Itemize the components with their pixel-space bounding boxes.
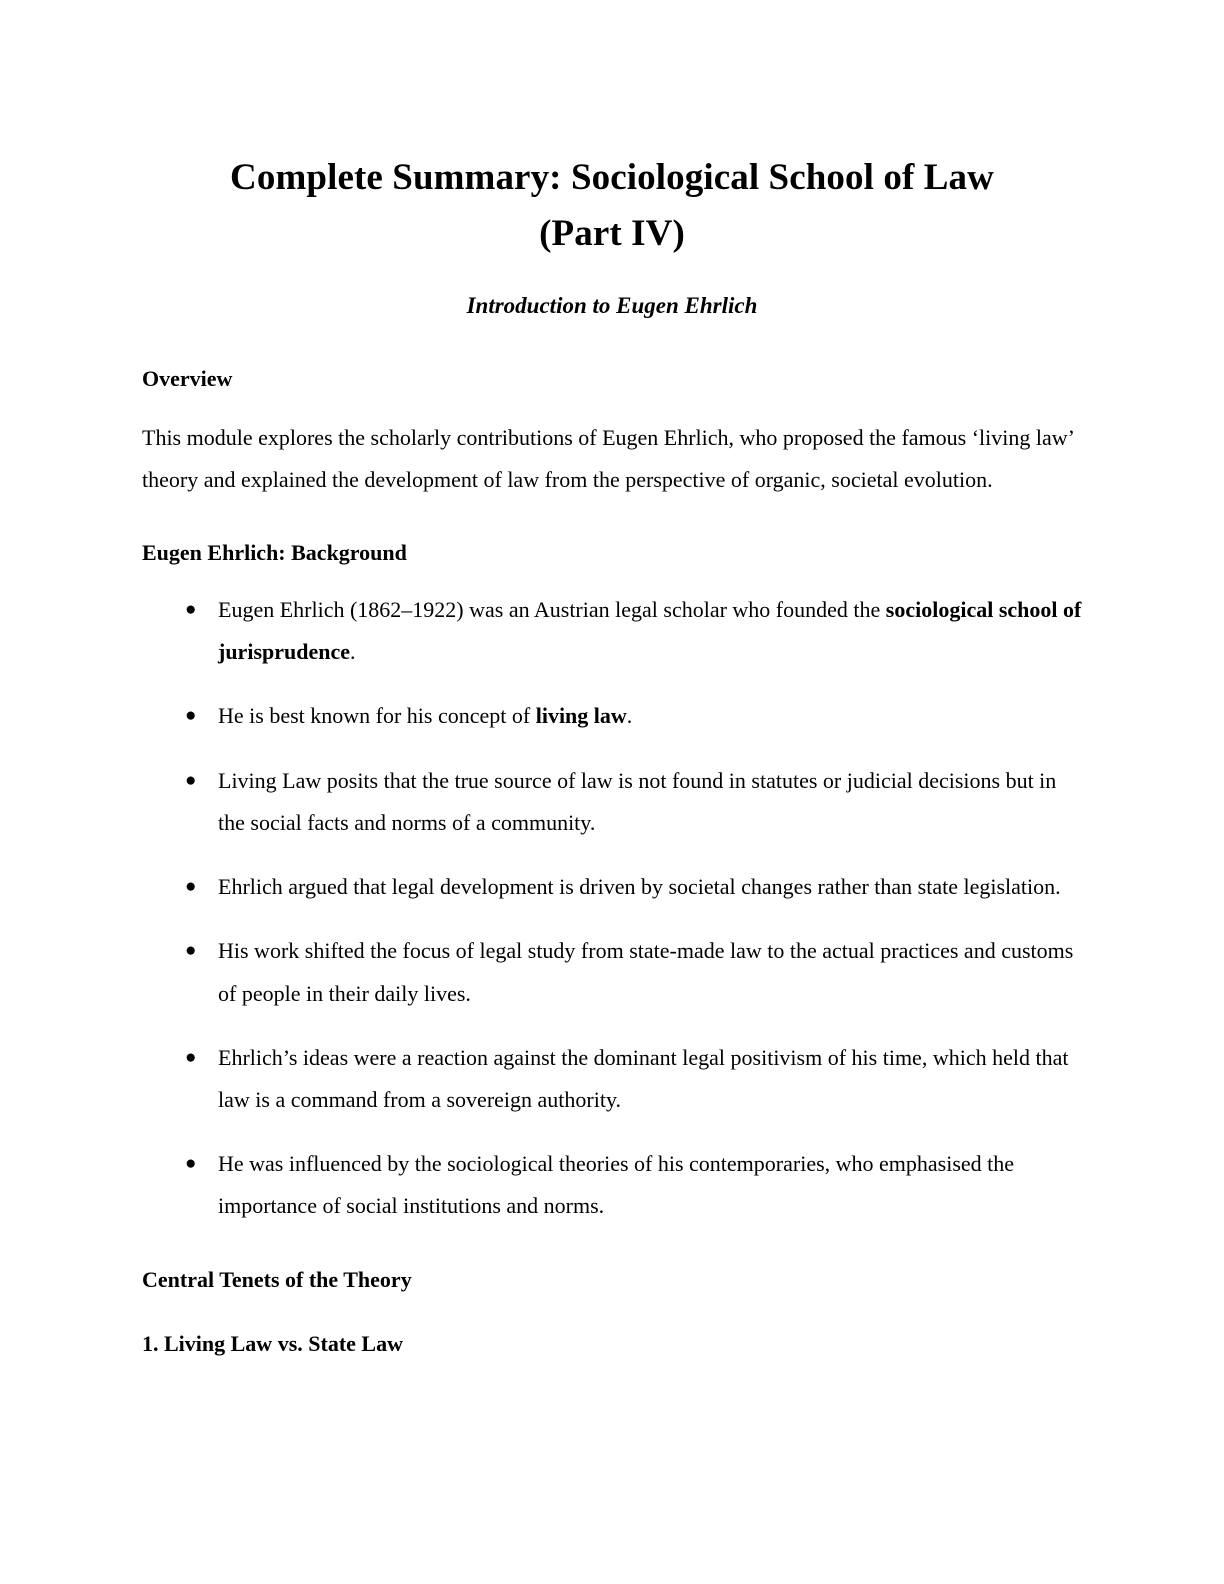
heading-living-law-vs-state-law: 1. Living Law vs. State Law xyxy=(142,1330,403,1356)
bullet-icon: ● xyxy=(185,940,197,962)
bullet-icon: ● xyxy=(185,769,197,791)
list-item-text-bold: living law xyxy=(535,703,627,729)
list-item-text-post: . xyxy=(350,639,356,665)
list-item xyxy=(142,866,1082,908)
list-item xyxy=(142,589,1082,673)
list-item-text-post: . xyxy=(626,703,633,729)
list-item xyxy=(142,1037,1082,1121)
bullet-icon: ● xyxy=(185,598,197,620)
document-subtitle: Introduction to Eugen Ehrlich xyxy=(466,293,758,319)
list-item-text-pre: Ehrlich argued that legal development is driven by societal changes rather than state legislation. xyxy=(218,874,1061,900)
list-item-text-pre: He is best known for his concept of xyxy=(218,703,536,729)
paragraph-overview: This module explores the scholarly contributions of Eugen Ehrlich, who proposed the famous ‘living law’ theory and explained the development of law from the perspective of organic, societal evolution. xyxy=(142,424,1074,492)
list-item-text-bold: sociological school of jurisprudence xyxy=(218,596,1082,665)
list-item xyxy=(142,1143,1082,1227)
list-item-text-pre: Eugen Ehrlich (1862–1922) was an Austrian legal scholar who founded the xyxy=(218,596,886,622)
bullet-icon: ● xyxy=(185,1046,197,1068)
list-item-text-pre: Ehrlich’s ideas were a reaction against the dominant legal positivism of his time, which held that law is a command from a sovereign authority. xyxy=(218,1044,1069,1113)
page-title xyxy=(142,150,1082,262)
list-item xyxy=(142,695,1082,737)
page-title-line-1: Complete Summary: Sociological School of Law xyxy=(230,157,994,198)
list-item-text-pre: Living Law posits that the true source of law is not found in statutes or judicial decisions but in the social facts and norms of a community. xyxy=(218,767,1057,835)
list-item-text-pre: He was influenced by the sociological theories of his contemporaries, who emphasised the importance of social institutions and norms. xyxy=(218,1151,1015,1219)
list-item xyxy=(142,930,1082,1014)
list-item-text-pre: His work shifted the focus of legal study from state-made law to the actual practices and customs of people in their daily lives. xyxy=(218,938,1074,1006)
bullet-icon: ● xyxy=(185,876,197,898)
bullet-icon: ● xyxy=(185,1153,197,1175)
bullet-icon: ● xyxy=(185,705,197,727)
heading-background: Eugen Ehrlich: Background xyxy=(142,540,407,566)
page-title-line-2: (Part IV) xyxy=(539,213,685,255)
list-item xyxy=(142,760,1082,844)
background-bullet-list xyxy=(142,589,1082,1228)
heading-central-tenets: Central Tenets of the Theory xyxy=(142,1266,412,1292)
heading-overview: Overview xyxy=(142,365,233,391)
